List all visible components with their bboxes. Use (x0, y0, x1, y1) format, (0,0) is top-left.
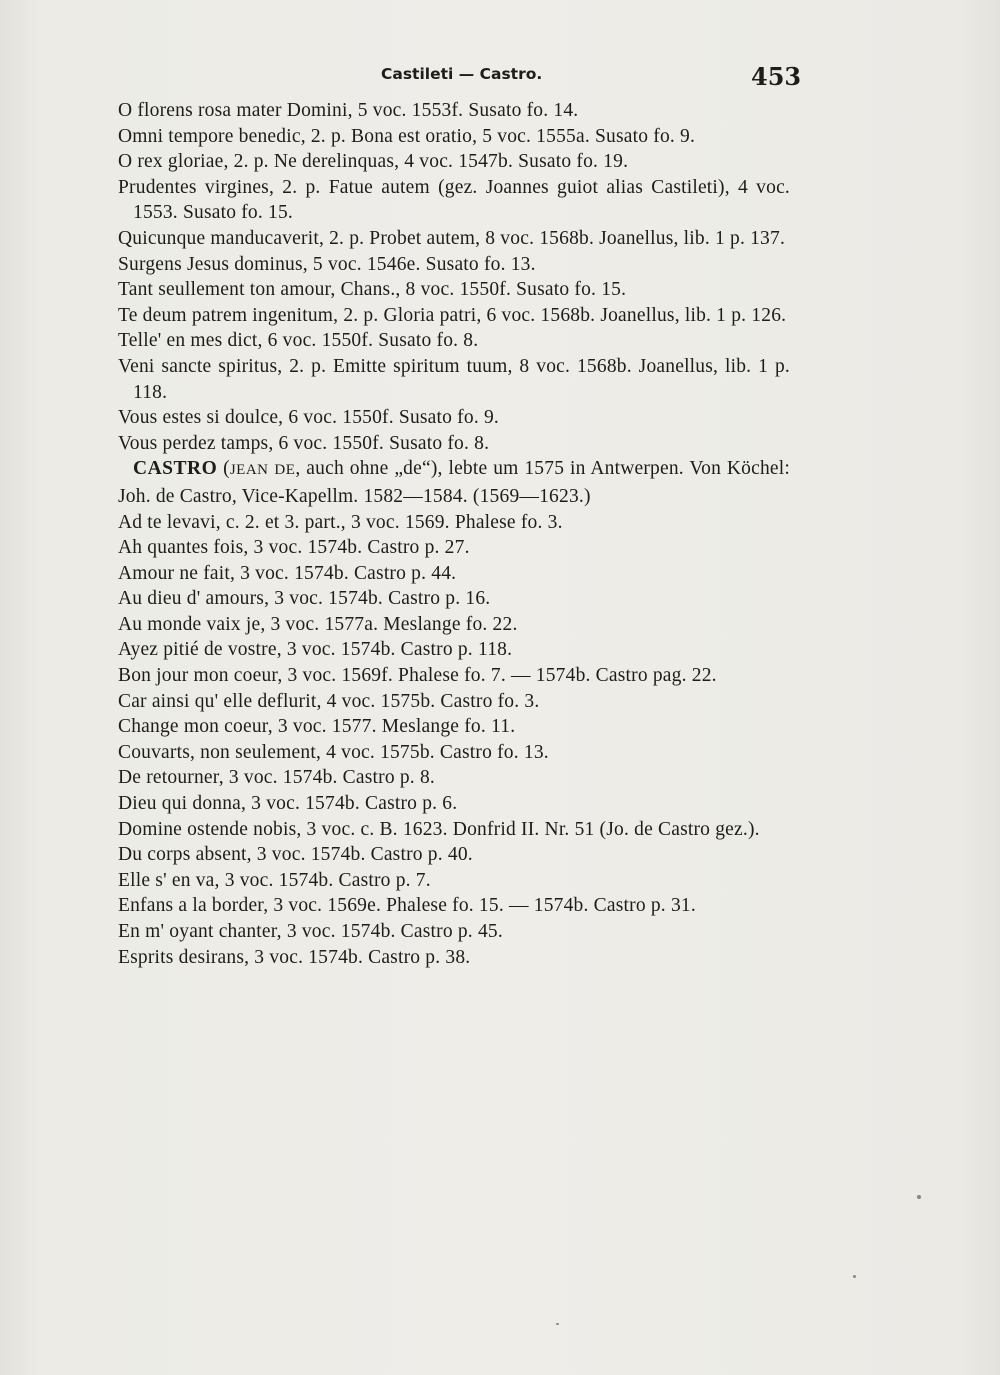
paper-speck (917, 1195, 921, 1199)
catalog-entry: Ad te levavi, c. 2. et 3. part., 3 voc. 1569. Phalese fo. 3. (118, 511, 563, 533)
catalog-entry: Surgens Jesus dominus, 5 voc. 1546e. Susato fo. 13. (118, 253, 536, 275)
catalog-entry: En m' oyant chanter, 3 voc. 1574b. Castro p. 45. (118, 921, 503, 942)
catalog-entry: O rex gloriae, 2. p. Ne derelinquas, 4 voc. 1547b. Susato fo. 19. (118, 151, 629, 173)
catalog-entry: Vous perdez tamps, 6 voc. 1550f. Susato fo. 8. (118, 432, 490, 454)
catalog-entry: Esprits desirans, 3 voc. 1574b. Castro p. 38. (118, 946, 471, 968)
catalog-entry: Change mon coeur, 3 voc. 1577. Meslange fo. 11. (118, 716, 516, 738)
catalog-entry: Enfans a la border, 3 voc. 1569e. Phalese fo. 15. — 1574b. Castro p. 31. (118, 895, 696, 917)
catalog-entry: Ayez pitié de vostre, 3 voc. 1574b. Castro p. 118. (118, 639, 513, 661)
running-head (0, 62, 1000, 92)
castro-heading-open-paren: ( (223, 458, 230, 480)
catalog-entry: Au monde vaix je, 3 voc. 1577a. Meslange fo. 22. (118, 613, 518, 635)
catalog-entry: Couvarts, non seulement, 4 voc. 1575b. Castro fo. 13. (118, 741, 549, 763)
catalog-entry: Ah quantes fois, 3 voc. 1574b. Castro p. 27. (118, 537, 470, 559)
page-body (118, 98, 790, 970)
catalog-entry: Te deum patrem ingenitum, 2. p. Gloria patri, 6 voc. 1568b. Joanellus, lib. 1 p. 126. (118, 304, 787, 326)
castileti-entry-list (118, 98, 790, 456)
catalog-entry: Omni tempore benedic, 2. p. Bona est oratio, 5 voc. 1555a. Susato fo. 9. (118, 125, 696, 147)
paper-speck (853, 1275, 856, 1278)
castro-heading-particle: DE (274, 462, 296, 479)
catalog-entry: O florens rosa mater Domini, 5 voc. 1553f. Susato fo. 14. (118, 100, 579, 121)
catalog-entry: De retourner, 3 voc. 1574b. Castro p. 8. (118, 767, 435, 789)
castro-heading-first-name: JEAN (229, 462, 269, 479)
catalog-entry: Domine ostende nobis, 3 voc. c. B. 1623. Donfrid II. Nr. 51 (Jo. de Castro gez.). (118, 818, 760, 840)
catalog-entry: Telle' en mes dict, 6 voc. 1550f. Susato fo. 8. (118, 330, 479, 352)
catalog-entry: Car ainsi qu' elle deflurit, 4 voc. 1575b. Castro fo. 3. (118, 690, 540, 712)
catalog-entry: Tant seullement ton amour, Chans., 8 voc. 1550f. Susato fo. 15. (118, 279, 627, 301)
paper-speck (556, 1323, 559, 1325)
castro-heading-name: CASTRO (133, 458, 218, 480)
catalog-entry: Bon jour mon coeur, 3 voc. 1569f. Phalese fo. 7. — 1574b. Castro pag. 22. (118, 665, 717, 687)
running-title: Castileti — Castro. (381, 65, 543, 83)
catalog-entry: Quicunque manducaverit, 2. p. Probet autem, 8 voc. 1568b. Joanellus, lib. 1 p. 137. (118, 227, 786, 249)
catalog-entry: Du corps absent, 3 voc. 1574b. Castro p. 40. (118, 844, 473, 866)
catalog-entry: Au dieu d' amours, 3 voc. 1574b. Castro p. 16. (118, 588, 491, 610)
catalog-entry: Vous estes si doulce, 6 voc. 1550f. Susato fo. 9. (118, 407, 499, 429)
catalog-entry: Elle s' en va, 3 voc. 1574b. Castro p. 7. (118, 869, 431, 891)
catalog-entry: Prudentes virgines, 2. p. Fatue autem (gez. Joannes guiot alias Castileti), 4 voc. 1553. Susato fo. 15. (118, 176, 790, 224)
catalog-entry: Dieu qui donna, 3 voc. 1574b. Castro p. 6. (118, 793, 458, 815)
catalog-entry: Amour ne fait, 3 voc. 1574b. Castro p. 44. (118, 562, 457, 584)
castro-entry-list (118, 510, 790, 971)
catalog-entry: Veni sancte spiritus, 2. p. Emitte spiritum tuum, 8 voc. 1568b. Joanellus, lib. 1 p. 118. (118, 355, 790, 403)
page-number: 453 (751, 62, 802, 91)
castro-heading-text: , auch ohne „de“), lebte um 1575 in Antwerpen. Von Köchel: Joh. de Castro, Vice-Kapellm. 1582—1584. (1569—1623.) (118, 458, 791, 507)
castro-heading (118, 456, 790, 509)
